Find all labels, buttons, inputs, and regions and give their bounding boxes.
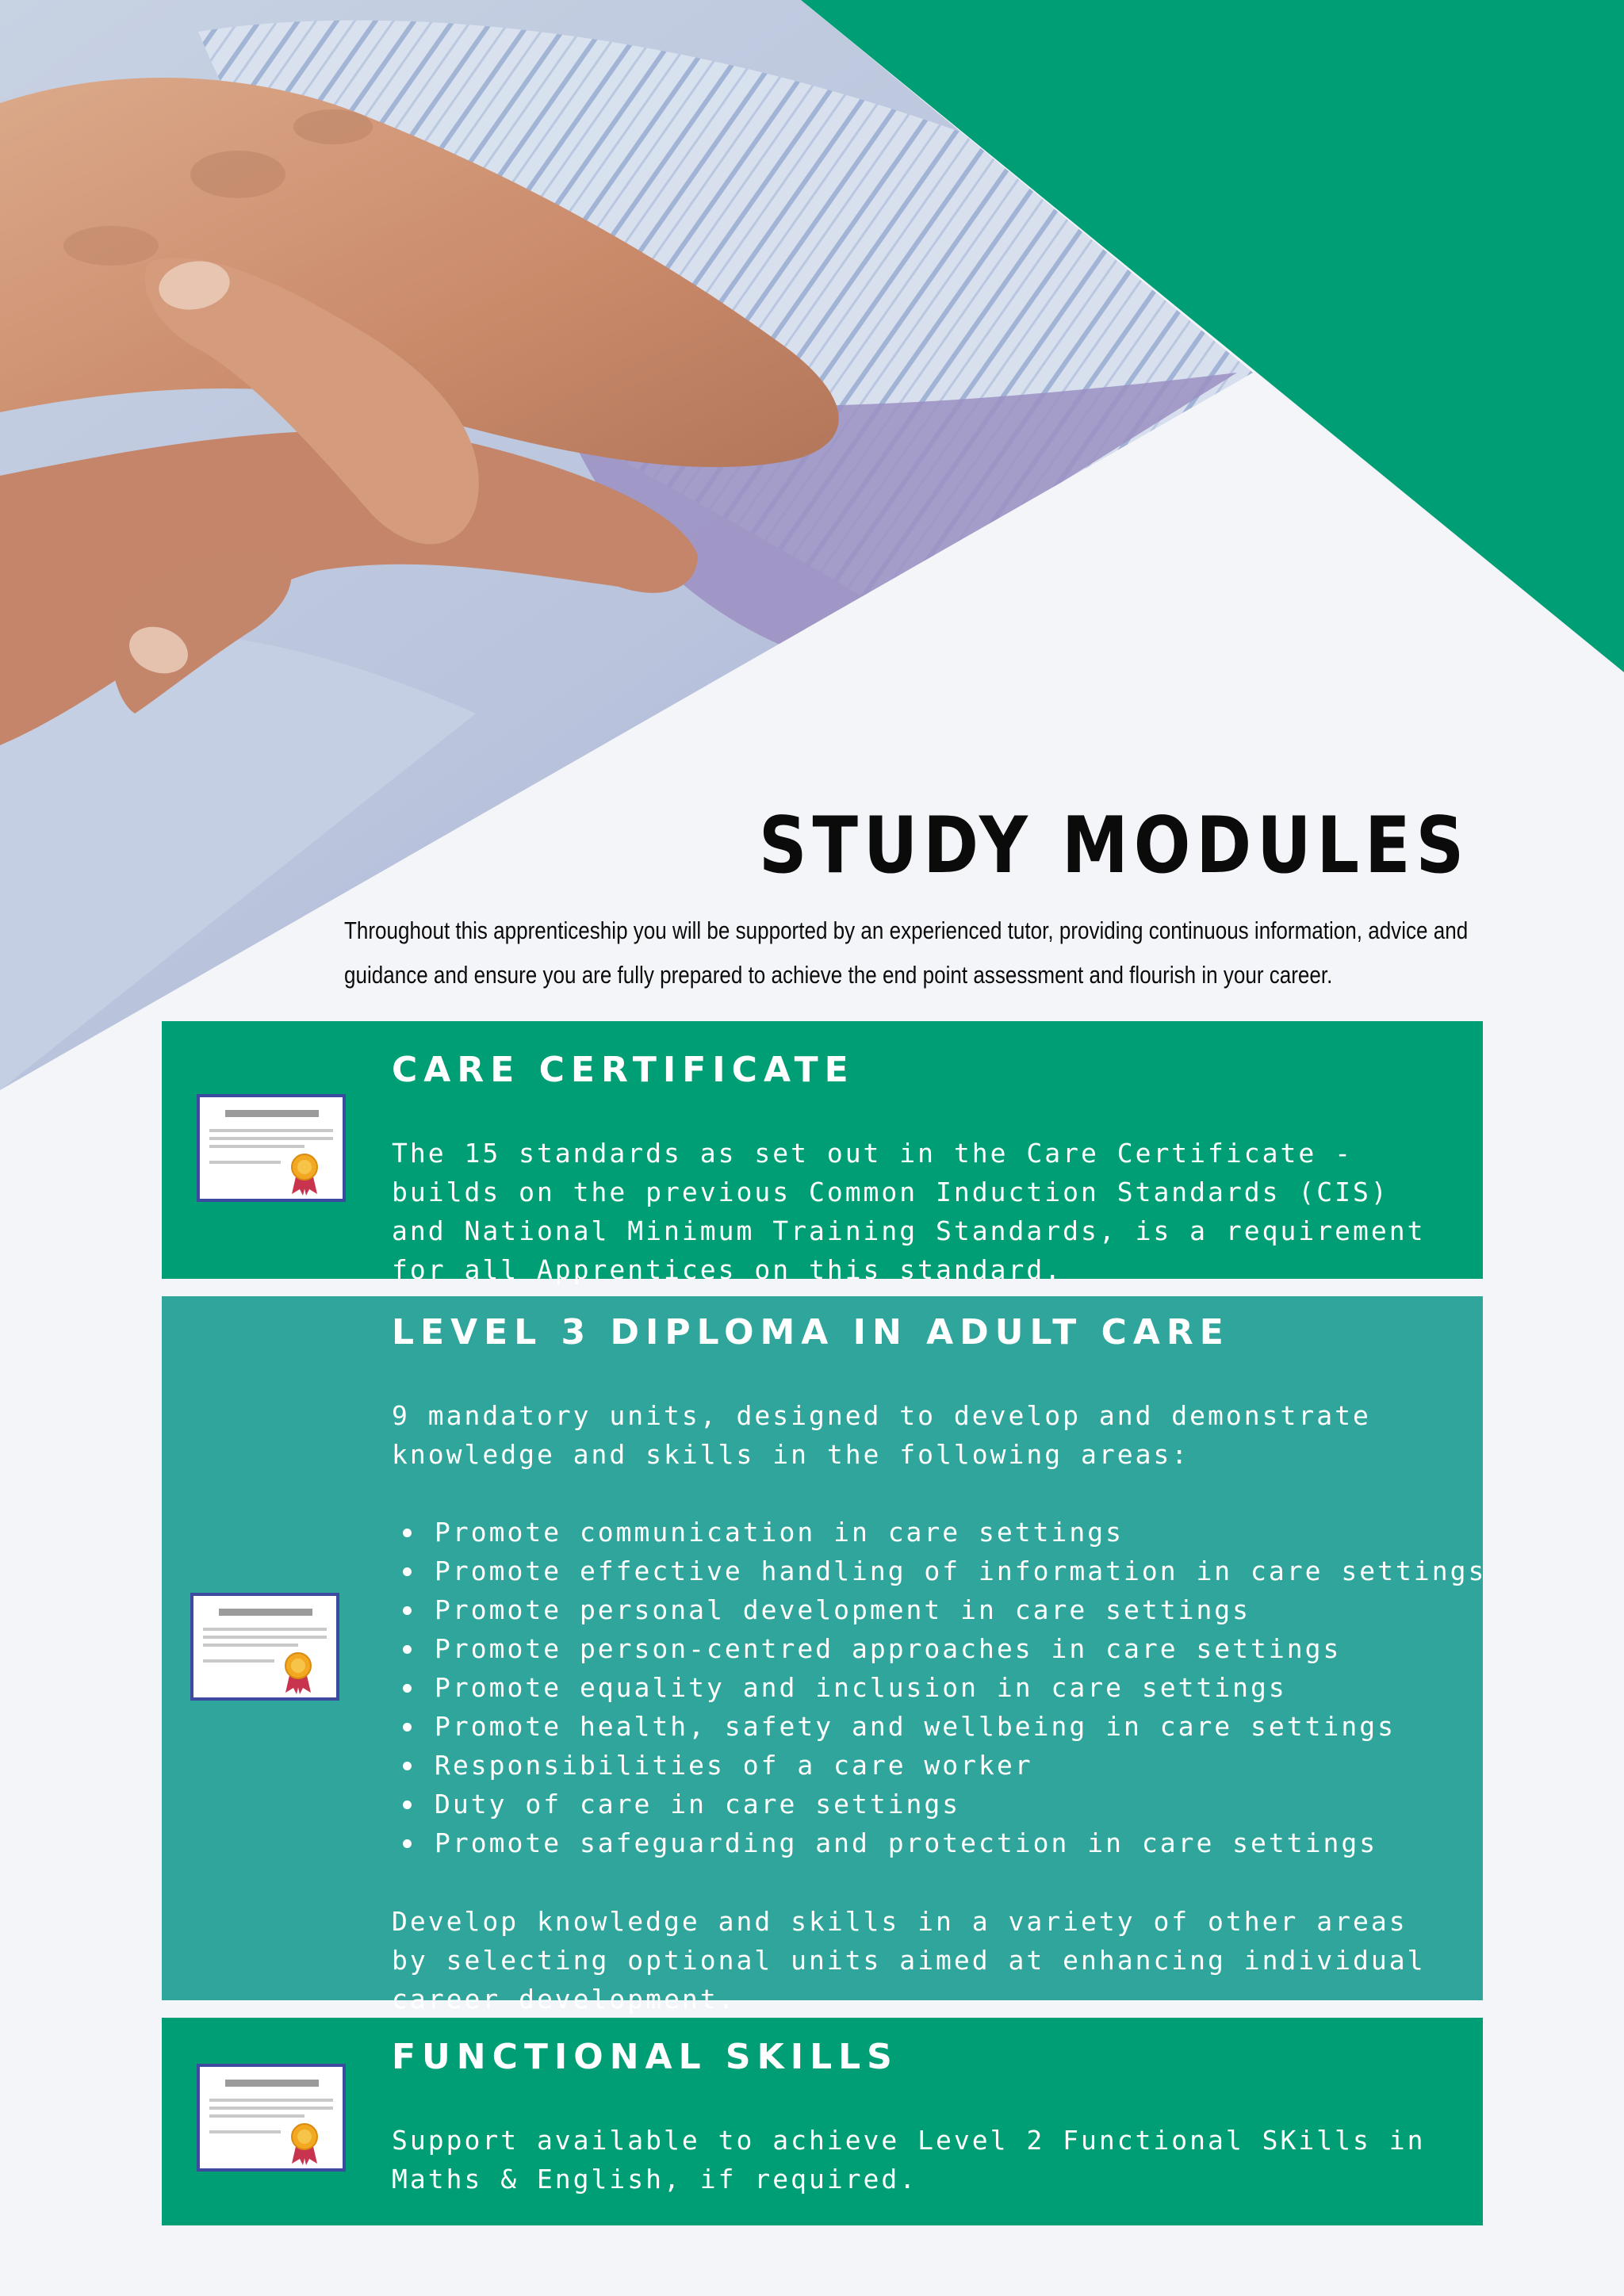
module-footer-text: Develop knowledge and skills in a variety of other areas by selecting optional units aimed at enhancing individual career development. xyxy=(392,1906,1426,2015)
certificate-icon xyxy=(197,2064,346,2172)
list-item: Responsibilities of a care worker xyxy=(392,1746,1486,1785)
mandatory-units-list xyxy=(392,1513,1486,1862)
module-functional-skills xyxy=(162,2018,1483,2225)
page-title: STUDY MODULES xyxy=(758,801,1469,891)
module-care-certificate xyxy=(162,1021,1483,1285)
module-title: FUNCTIONAL SKILLS xyxy=(392,2037,898,2077)
list-item: Duty of care in care settings xyxy=(392,1785,1486,1823)
list-item: Promote equality and inclusion in care settings xyxy=(392,1668,1486,1707)
module-title: CARE CERTIFICATE xyxy=(392,1050,855,1090)
module-description: Support available to achieve Level 2 Functional SKills in Maths & English, if required. xyxy=(392,2125,1426,2195)
list-item: Promote health, safety and wellbeing in care settings xyxy=(392,1707,1486,1746)
list-item: Promote safeguarding and protection in care settings xyxy=(392,1823,1486,1862)
list-item: Promote effective handling of information in care settings xyxy=(392,1552,1486,1590)
list-item: Promote communication in care settings xyxy=(392,1513,1486,1552)
certificate-icon xyxy=(197,1094,346,1202)
intro-text: Throughout this apprenticeship you will be supported by an experienced tutor, providing continuous information, advice and guidance and ensure you are fully prepared to achieve the end point assessment and flourish in your career. xyxy=(344,916,1469,989)
module-title: LEVEL 3 DIPLOMA IN ADULT CARE xyxy=(392,1312,1230,1353)
certificate-icon xyxy=(190,1593,339,1701)
module-description: 9 mandatory units, designed to develop and demonstrate knowledge and skills in the following areas: xyxy=(392,1400,1371,1470)
module-description: The 15 standards as set out in the Care Certificate - builds on the previous Common Induction Standards (CIS) and National Minimum Training Standards, is a requirement for all Apprentices on this standard. xyxy=(392,1138,1426,1285)
list-item: Promote personal development in care settings xyxy=(392,1590,1486,1629)
module-level-3-diploma xyxy=(162,1296,1487,2015)
list-item: Promote person-centred approaches in care settings xyxy=(392,1629,1486,1668)
